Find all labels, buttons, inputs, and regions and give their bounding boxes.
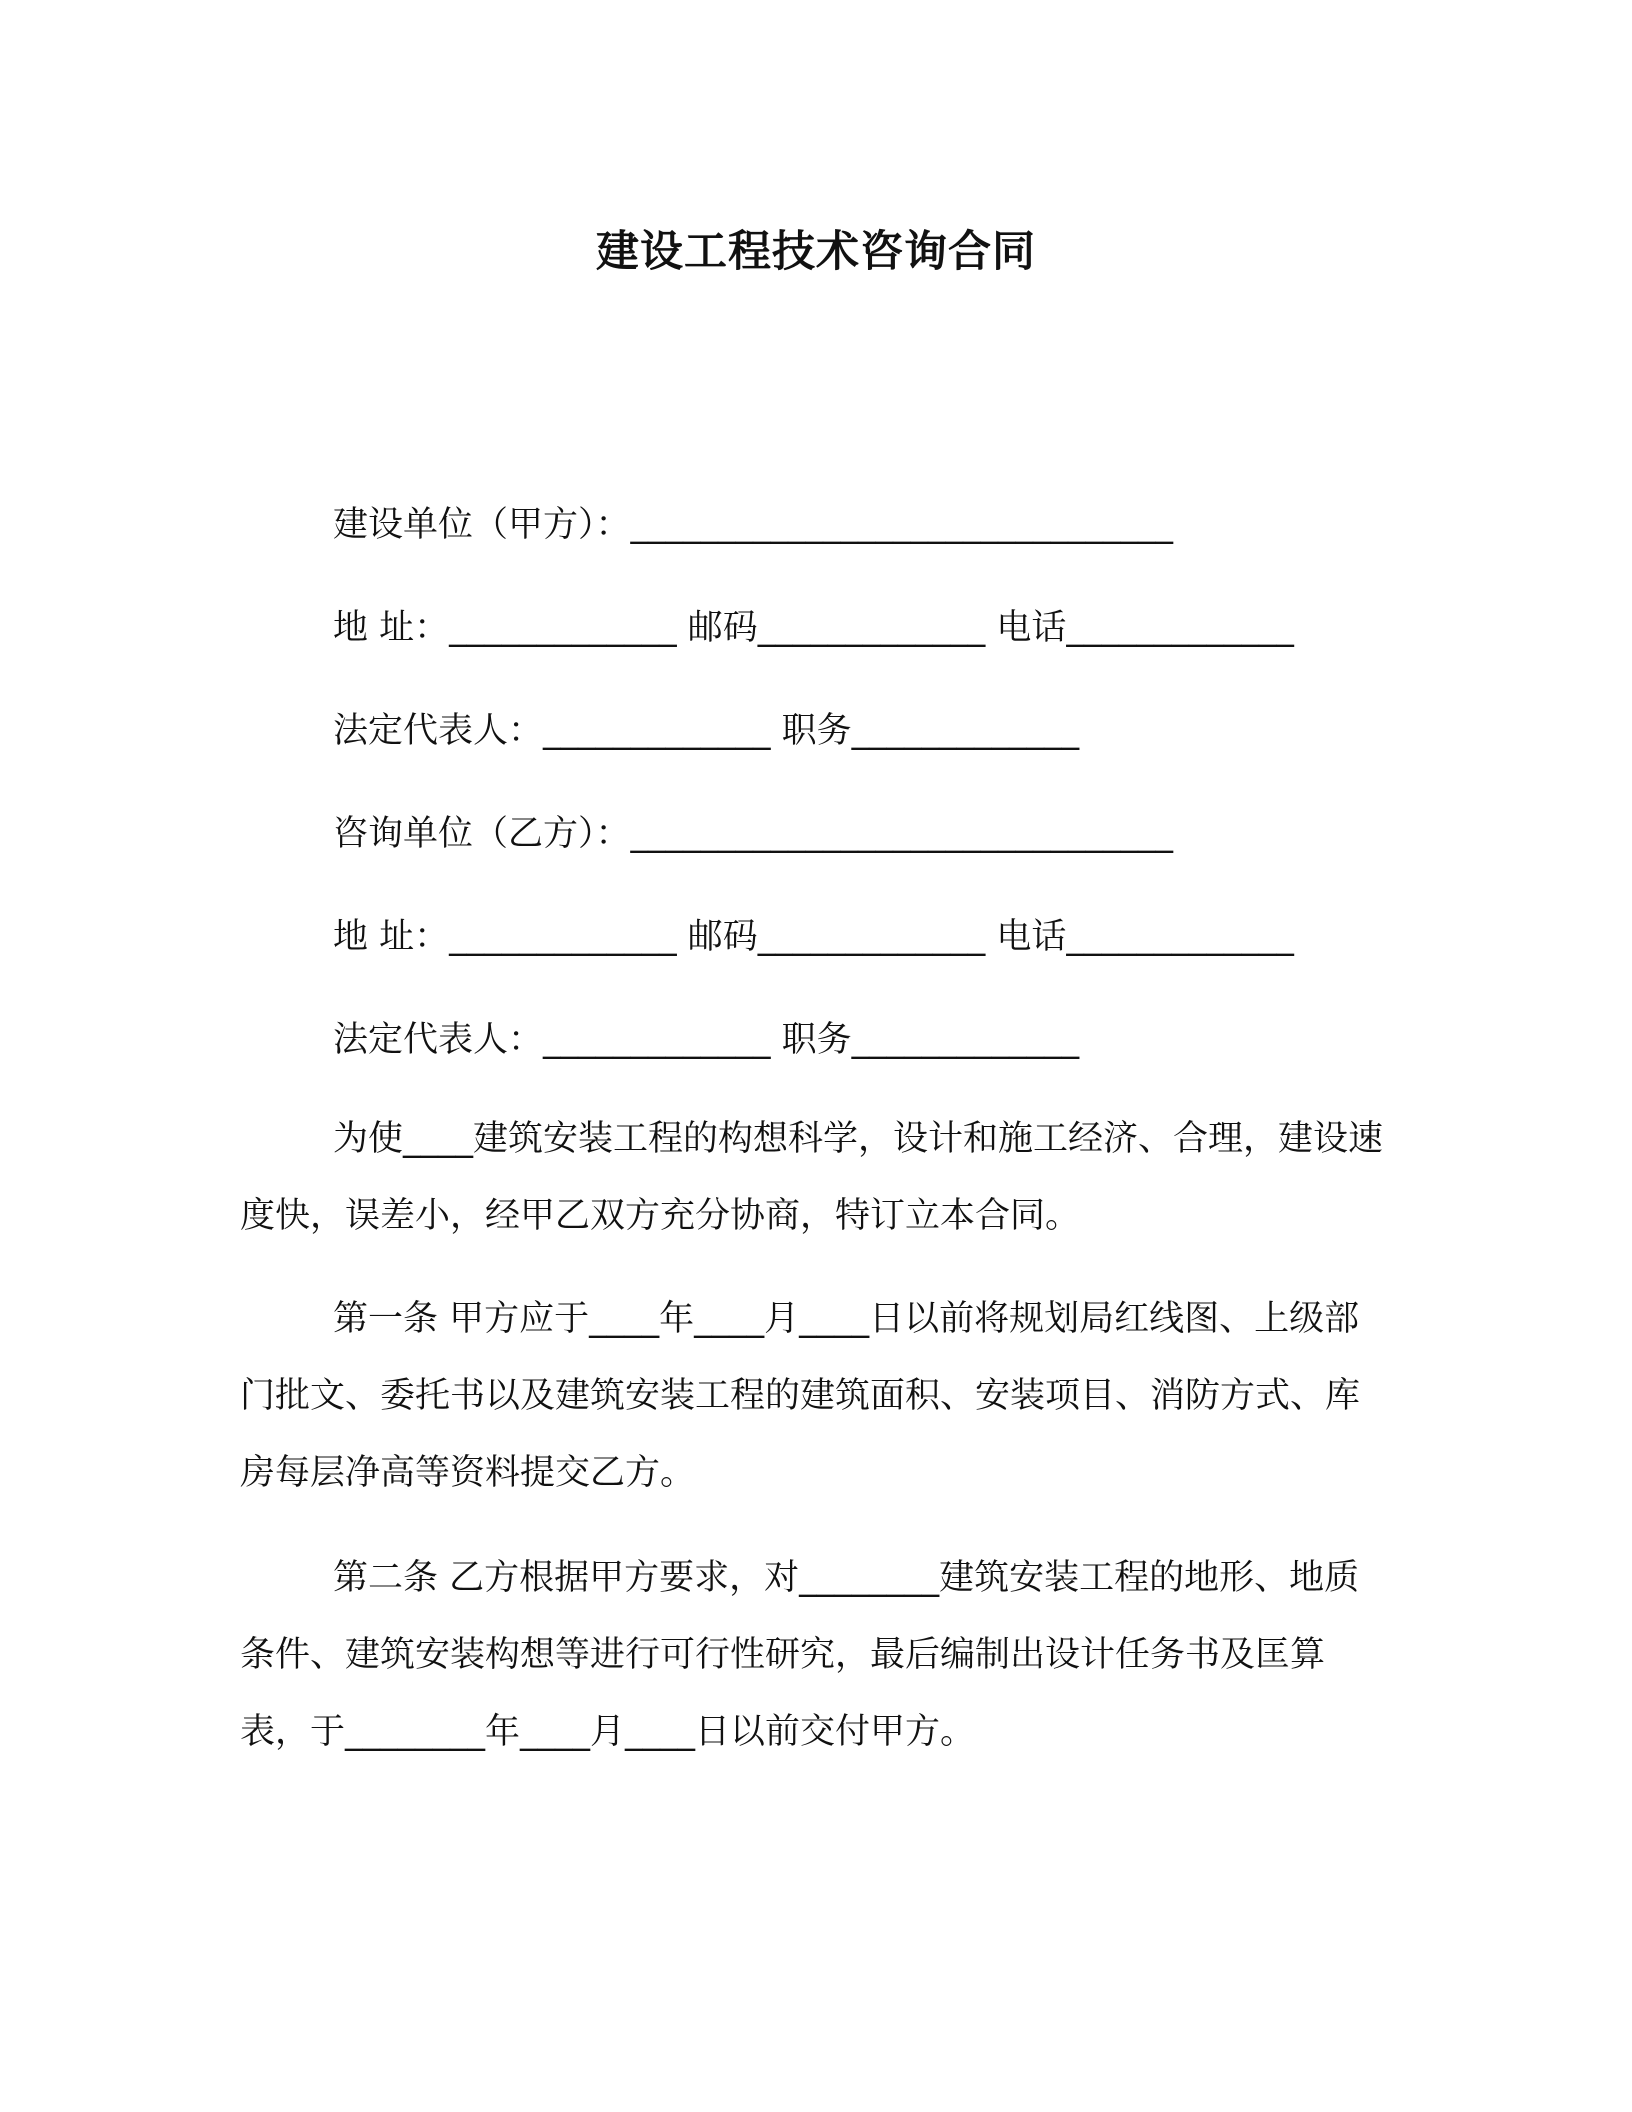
preamble-paragraph: 为使____建筑安装工程的构想科学，设计和施工经济、合理，建设速度快，误差小，经甲乙双方充分协商，特订立本合同。 [240, 1119, 1384, 1236]
party-a-representative-line: 法定代表人：_____________ 职务_____________ [333, 711, 1080, 751]
article-1-paragraph: 第一条 甲方应于____年____月____日以前将规划局红线图、上级部门批文、委托书以及建筑安装工程的建筑面积、安装项目、消防方式、库房每层净高等资料提交乙方。 [240, 1299, 1361, 1493]
document-title: 建设工程技术咨询合同 [596, 227, 1036, 277]
party-b-representative-line: 法定代表人：_____________ 职务_____________ [333, 1020, 1080, 1060]
party-a-address-line: 地 址：_____________ 邮码_____________ 电话_____________ [333, 608, 1294, 648]
party-a-unit-line: 建设单位（甲方）：_______________________________ [333, 505, 1174, 545]
article-2-paragraph: 第二条 乙方根据甲方要求，对________建筑安装工程的地形、地质条件、建筑安装构想等进行可行性研究，最后编制出设计任务书及匡算表，于________年____月____日以前交付甲方。 [240, 1558, 1360, 1752]
party-b-unit-line: 咨询单位（乙方）：_______________________________ [333, 814, 1174, 854]
party-b-address-line: 地 址：_____________ 邮码_____________ 电话_____________ [333, 917, 1294, 957]
